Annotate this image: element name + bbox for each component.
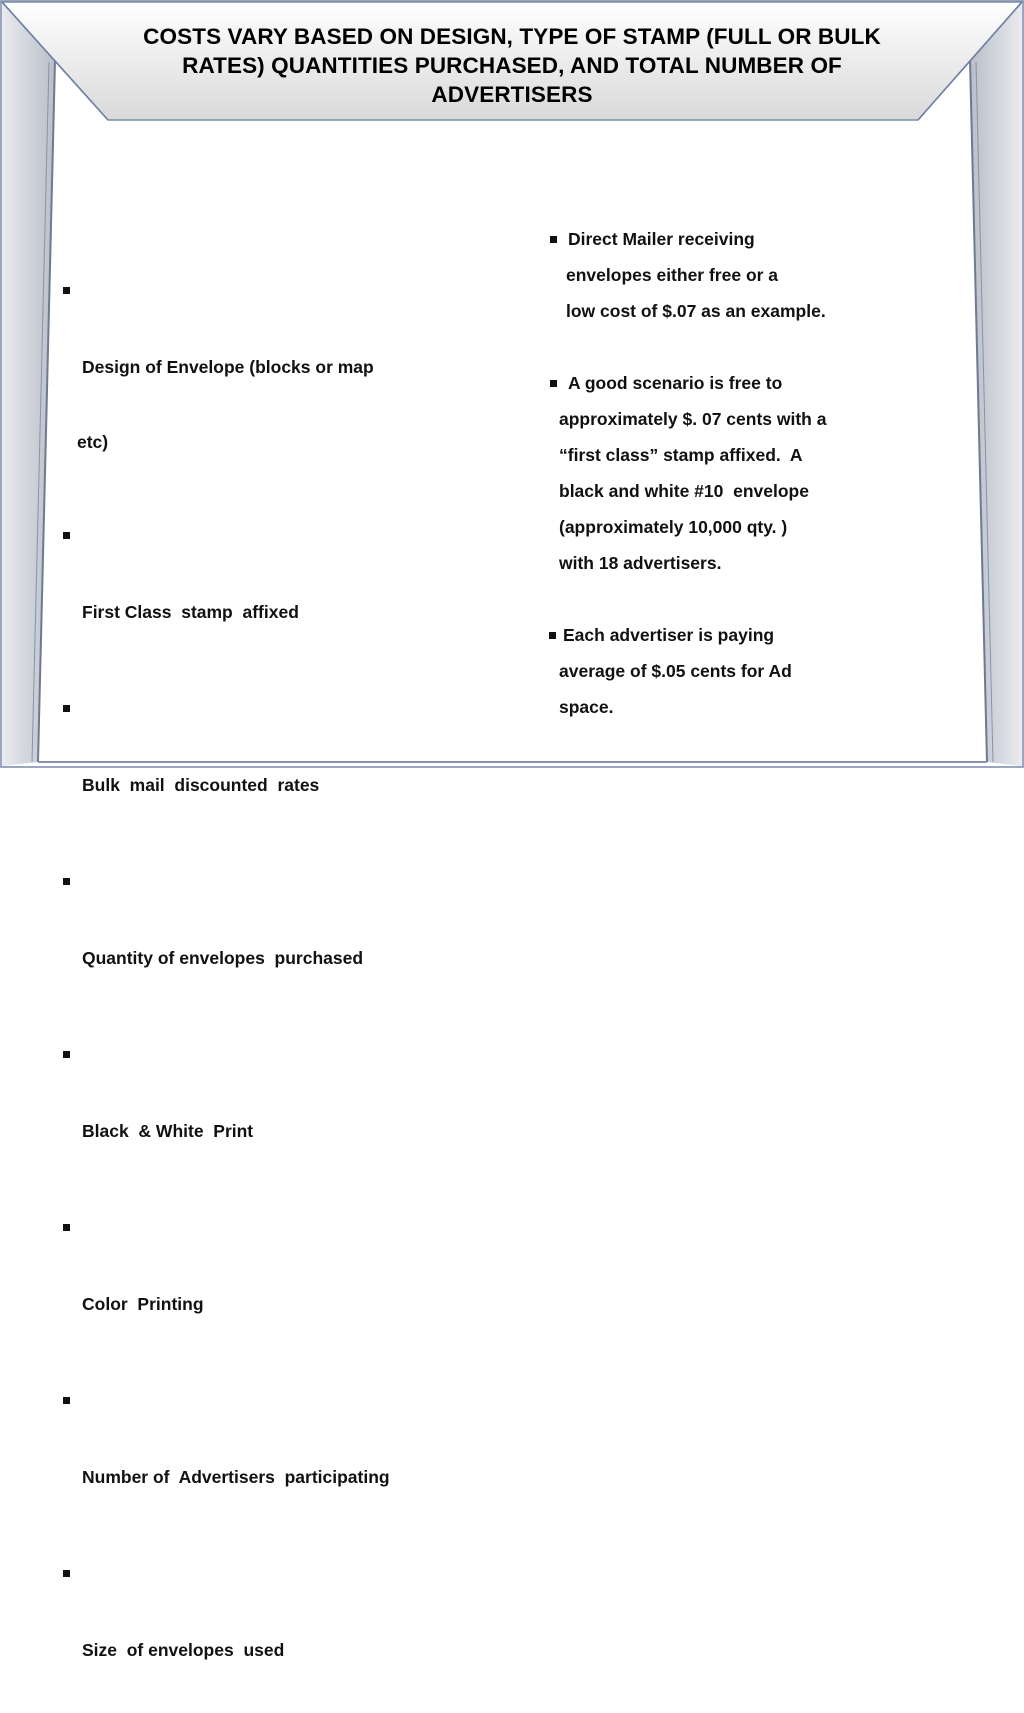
list-item-text: Color Printing <box>82 1294 204 1314</box>
square-bullet-icon <box>63 287 70 294</box>
right-bullet-list <box>548 228 948 732</box>
list-item-line: (approximately 10,000 qty. ) <box>559 517 788 537</box>
list-item <box>60 1390 450 1540</box>
list-item-line: black and white #10 envelope <box>559 481 809 501</box>
square-bullet-icon <box>550 236 557 243</box>
list-item-line: approximately $. 07 cents with a <box>559 409 827 429</box>
title-line: COSTS VARY BASED ON DESIGN, TYPE OF STAMP (FULL OR BULK <box>143 24 881 49</box>
list-item-line: envelopes either free or a <box>566 265 779 285</box>
list-item-line: with 18 advertisers. <box>559 553 722 573</box>
list-item <box>60 525 450 675</box>
slide-title <box>80 22 944 109</box>
square-bullet-icon <box>63 1051 70 1058</box>
list-item <box>60 698 450 848</box>
list-item <box>60 1217 450 1367</box>
list-item <box>548 624 948 732</box>
square-bullet-icon <box>63 1224 70 1231</box>
list-item-text: Size of envelopes used <box>82 1640 285 1660</box>
title-line: ADVERTISERS <box>431 82 593 107</box>
list-item-text: Number of Advertisers participating <box>82 1467 390 1487</box>
list-item-text: Design of Envelope (blocks or map <box>82 357 374 377</box>
left-bullet-list <box>60 280 450 1713</box>
list-item-line: “first class” stamp affixed. A <box>559 445 803 465</box>
list-item <box>548 228 948 336</box>
list-item-line: A good scenario is free to <box>568 373 783 393</box>
square-bullet-icon <box>63 532 70 539</box>
list-item-text: Quantity of envelopes purchased <box>82 948 364 968</box>
title-line: RATES) QUANTITIES PURCHASED, AND TOTAL NUMBER OF <box>182 53 842 78</box>
list-item-text: etc) <box>77 432 109 452</box>
list-item-line: Direct Mailer receiving <box>568 229 755 249</box>
square-bullet-icon <box>63 1570 70 1577</box>
square-bullet-icon <box>550 380 557 387</box>
list-item-line: space. <box>559 697 614 717</box>
list-item-line: low cost of $.07 as an example. <box>566 301 826 321</box>
list-item <box>60 1563 450 1713</box>
list-item-text: First Class stamp affixed <box>82 602 299 622</box>
list-item <box>60 871 450 1021</box>
list-item-line: Each advertiser is paying <box>563 625 775 645</box>
square-bullet-icon <box>63 878 70 885</box>
list-item <box>60 280 450 505</box>
list-item-text: Black & White Print <box>82 1121 254 1141</box>
list-item <box>60 1044 450 1194</box>
list-item <box>548 372 948 588</box>
list-item-line: average of $.05 cents for Ad <box>559 661 792 681</box>
square-bullet-icon <box>63 1397 70 1404</box>
square-bullet-icon <box>63 705 70 712</box>
list-item-text: Bulk mail discounted rates <box>82 775 320 795</box>
square-bullet-icon <box>549 632 556 639</box>
